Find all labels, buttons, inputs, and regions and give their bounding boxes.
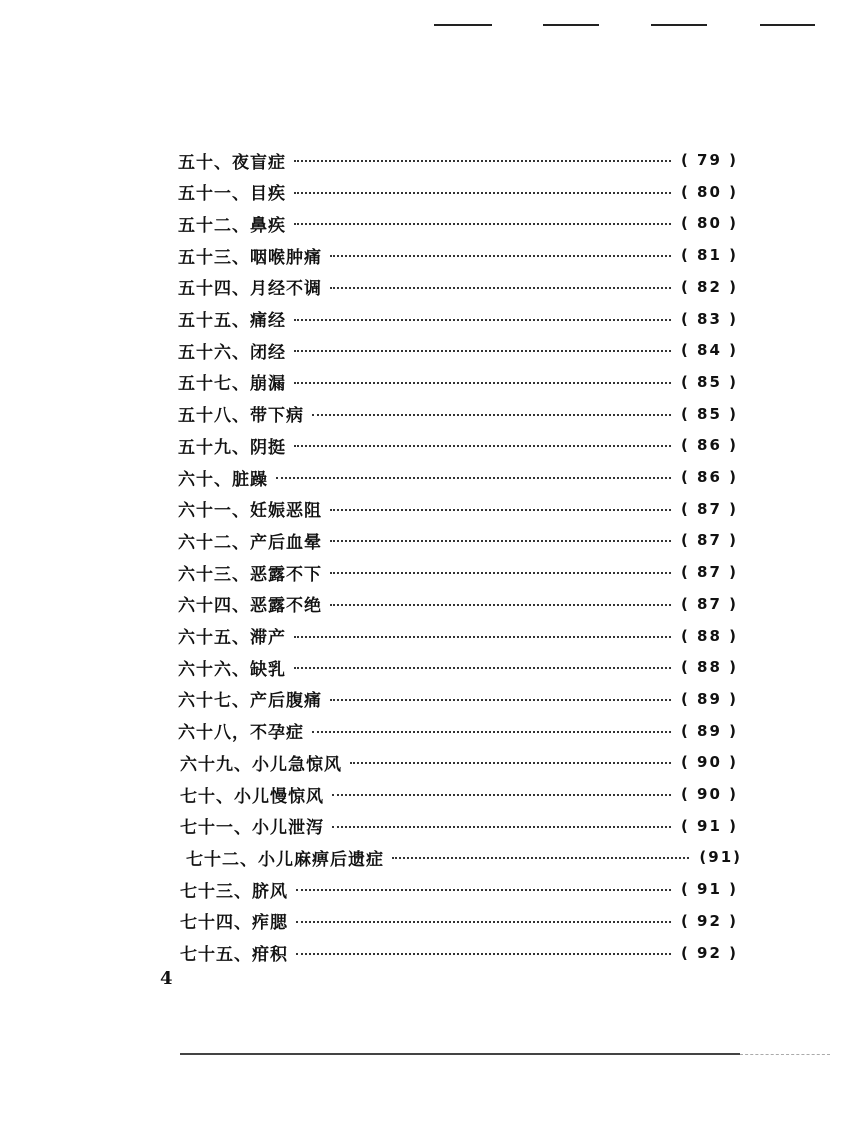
toc-entry xyxy=(178,684,738,714)
toc-entry xyxy=(178,557,738,587)
toc-entry-title: 五十三、咽喉肿痛 xyxy=(178,247,322,268)
dot-leader xyxy=(296,921,671,923)
dot-leader xyxy=(294,192,671,194)
toc-entry-title: 六十五、滞产 xyxy=(178,628,286,648)
dot-leader xyxy=(332,826,671,828)
toc-entry-page: ( 88 ) xyxy=(680,626,738,645)
toc-entry-page: ( 85 ) xyxy=(680,372,738,391)
dot-leader xyxy=(392,857,689,859)
dot-leader xyxy=(330,572,671,574)
dot-leader xyxy=(276,477,671,479)
toc-entry-page: ( 87 ) xyxy=(680,563,738,582)
dot-leader xyxy=(294,667,671,669)
toc-entry-page: ( 91 ) xyxy=(680,816,738,835)
toc-entry-page: ( 92 ) xyxy=(680,911,738,930)
toc-entry-page: ( 84 ) xyxy=(680,341,738,360)
dot-leader xyxy=(296,889,671,891)
toc-entry-page: ( 87 ) xyxy=(680,594,738,613)
toc-entry-title: 七十二、小儿麻痹后遗症 xyxy=(186,849,384,870)
toc-entry xyxy=(180,874,738,904)
toc-entry xyxy=(178,335,738,365)
header-rule xyxy=(760,24,815,26)
toc-entry xyxy=(180,811,738,841)
toc-entry xyxy=(180,779,738,809)
toc-entry-title: 五十五、痛经 xyxy=(178,311,286,331)
toc-entry-page: ( 87 ) xyxy=(680,499,738,518)
toc-entry-page: ( 81 ) xyxy=(680,246,738,265)
toc-entry xyxy=(178,177,738,207)
toc-entry-title: 七十五、疳积 xyxy=(180,945,288,965)
toc-entry-page: ( 80 ) xyxy=(680,182,738,201)
toc-entry xyxy=(180,747,738,777)
toc-entry xyxy=(178,399,738,429)
toc-entry xyxy=(178,304,738,334)
toc-entry-title: 六十三、恶露不下 xyxy=(178,564,322,585)
footer-rule xyxy=(180,1053,740,1055)
toc-entry-page: ( 90 ) xyxy=(680,785,738,803)
toc-entry xyxy=(178,716,738,746)
toc-entry-title: 六十八，不孕症 xyxy=(178,723,304,744)
toc-entry-page: ( 86 ) xyxy=(680,468,738,486)
dot-leader xyxy=(294,350,671,352)
toc-entry-page: ( 86 ) xyxy=(680,436,738,455)
dot-leader xyxy=(330,287,671,289)
dot-leader xyxy=(330,699,671,701)
dot-leader xyxy=(330,255,671,257)
dot-leader xyxy=(294,223,671,225)
dot-leader xyxy=(294,445,671,447)
footer-rule-faint xyxy=(740,1054,830,1055)
toc-entry-title: 六十六、缺乳 xyxy=(178,659,286,680)
toc-entry-title: 五十六、闭经 xyxy=(178,342,286,363)
toc-entry-title: 五十九、阴挺 xyxy=(178,437,286,458)
dot-leader xyxy=(332,794,671,796)
toc-entry-page: ( 89 ) xyxy=(680,689,738,708)
dot-leader xyxy=(294,382,671,384)
dot-leader xyxy=(312,731,671,733)
toc-entry xyxy=(178,621,738,651)
toc-entry-page: ( 85 ) xyxy=(680,404,738,423)
toc-entry xyxy=(178,240,738,270)
toc-entry xyxy=(178,652,738,682)
toc-entry-title: 六十四、恶露不绝 xyxy=(178,596,322,617)
page-number: 4 xyxy=(160,968,173,989)
toc-entry-title: 六十二、产后血晕 xyxy=(178,532,322,553)
toc-entry xyxy=(178,494,738,524)
toc-entry-title: 五十二、鼻疾 xyxy=(178,215,286,236)
header-rule xyxy=(651,24,707,26)
dot-leader xyxy=(330,509,671,511)
toc-entry-title: 六十、脏躁 xyxy=(178,469,268,490)
toc-entry-page: ( 92 ) xyxy=(680,943,738,962)
toc-entry-title: 五十一、目疾 xyxy=(178,184,286,205)
toc-entry xyxy=(178,208,738,238)
toc-entry-page: ( 90 ) xyxy=(680,753,738,772)
toc-entry-title: 七十四、痄腮 xyxy=(180,913,288,934)
toc-entry-page: ( 79 ) xyxy=(680,151,738,169)
toc-entry-page: ( 82 ) xyxy=(680,277,738,296)
toc-entry-page: ( 89 ) xyxy=(680,721,738,740)
toc-entry-title: 七十一、小儿泄泻 xyxy=(180,818,324,839)
toc-entry xyxy=(178,462,738,492)
toc-entry-title: 六十七、产后腹痛 xyxy=(178,691,322,712)
toc-entry-page: (91) xyxy=(699,848,742,867)
toc-entry xyxy=(186,842,742,872)
toc-entry-title: 七十、小儿慢惊风 xyxy=(180,786,324,807)
toc-entry xyxy=(180,938,738,968)
toc-entry-title: 七十三、脐风 xyxy=(180,881,288,902)
toc-entry xyxy=(178,525,738,555)
toc-entry-page: ( 87 ) xyxy=(680,531,738,550)
dot-leader xyxy=(330,604,671,606)
toc-entry-title: 五十七、崩漏 xyxy=(178,374,286,395)
toc-entry xyxy=(178,272,738,302)
toc-entry xyxy=(180,906,738,936)
dot-leader xyxy=(294,160,671,162)
dot-leader xyxy=(330,540,671,542)
toc-entry-page: ( 80 ) xyxy=(680,214,738,233)
dot-leader xyxy=(294,319,671,321)
header-rule xyxy=(434,24,492,26)
toc-entry-page: ( 91 ) xyxy=(680,880,738,899)
header-rule xyxy=(543,24,599,26)
toc-entry-title: 五十、夜盲症 xyxy=(178,152,286,173)
toc-entry-page: ( 88 ) xyxy=(680,658,738,677)
toc-entry-title: 六十一、妊娠恶阻 xyxy=(178,501,322,522)
toc-entry xyxy=(178,145,738,175)
toc-entry-page: ( 83 ) xyxy=(680,309,738,328)
toc-entry-title: 五十八、带下病 xyxy=(178,406,304,427)
dot-leader xyxy=(312,414,671,416)
toc-entry-title: 五十四、月经不调 xyxy=(178,279,322,300)
toc-entry xyxy=(178,589,738,619)
toc-entry xyxy=(178,430,738,460)
dot-leader xyxy=(296,953,671,955)
dot-leader xyxy=(350,762,671,764)
toc-entry xyxy=(178,367,738,397)
toc-entry-title: 六十九、小儿急惊风 xyxy=(180,754,342,775)
dot-leader xyxy=(294,636,671,638)
